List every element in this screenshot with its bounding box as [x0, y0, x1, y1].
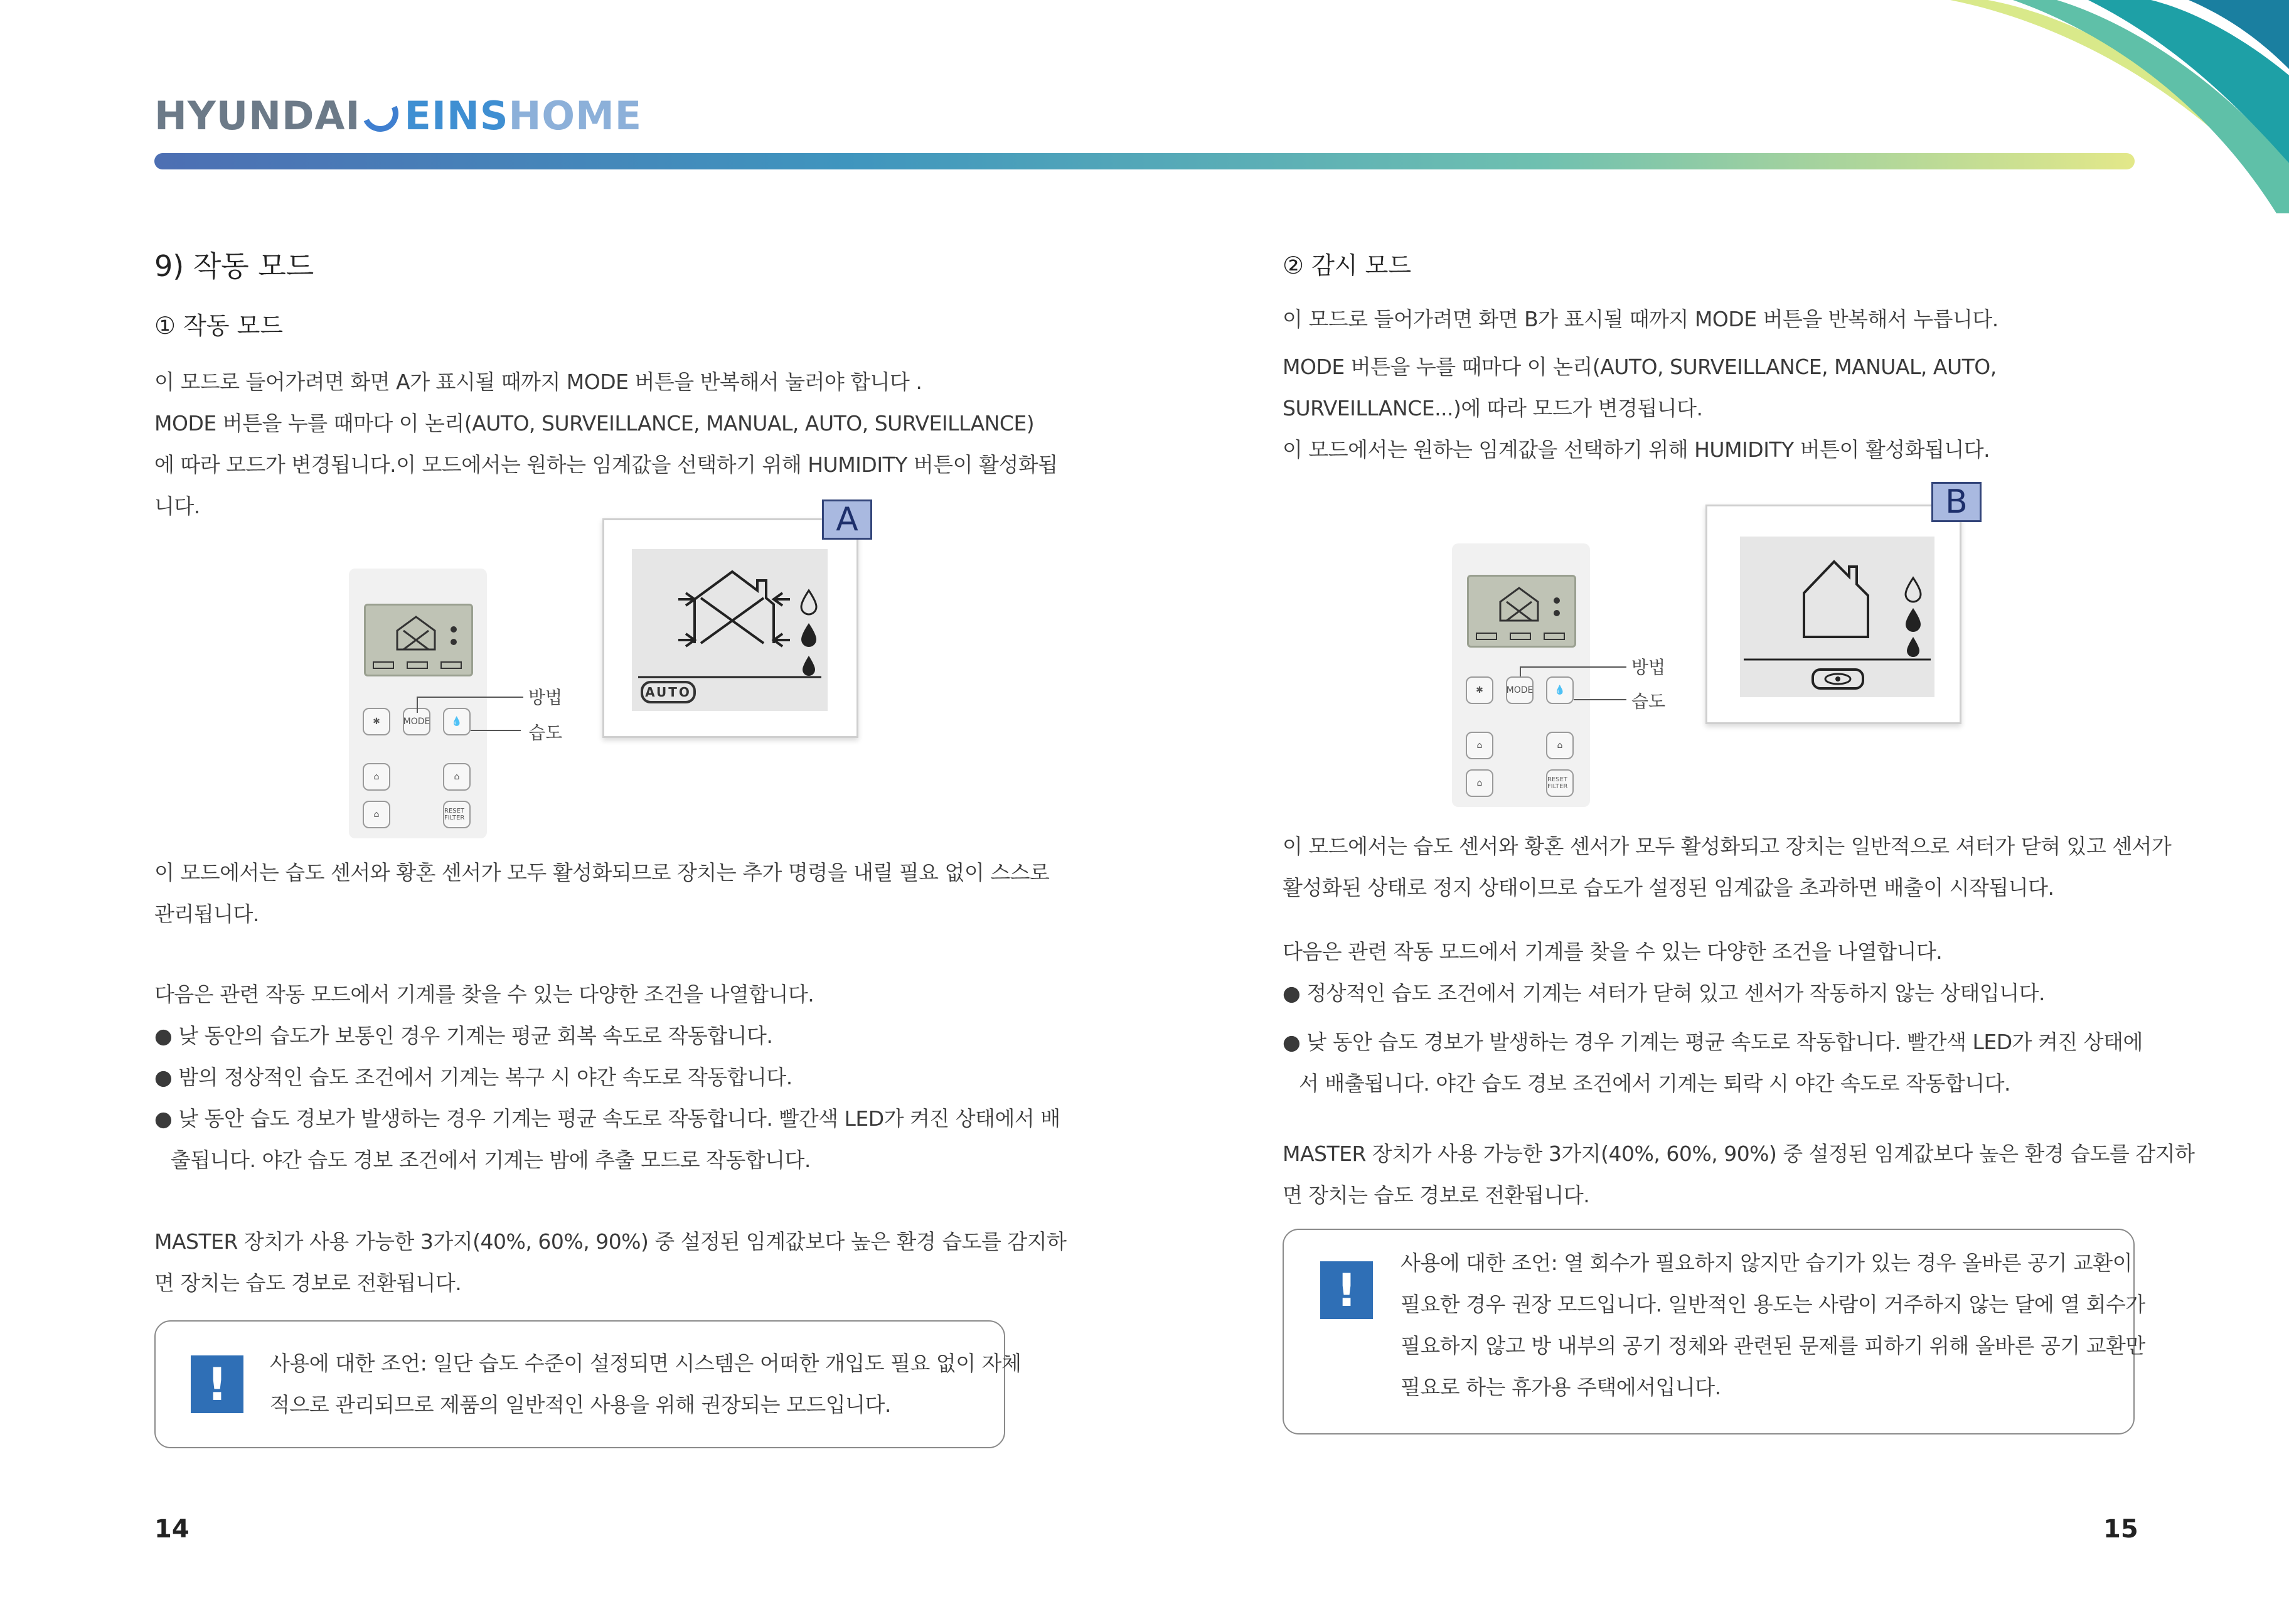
- text-line: 이 모드로 들어가려면 화면 B가 표시될 때까지 MODE 버튼을 반복해서 누릅니다.: [1283, 307, 1998, 331]
- text-line: MODE 버튼을 누를 때마다 이 논리(AUTO, SURVEILLANCE, MANUAL, AUTO,: [1283, 355, 1997, 379]
- text-line: 관리됩니다.: [154, 902, 259, 926]
- house-out-key[interactable]: ⌂: [443, 763, 471, 791]
- screen-b-display: [1740, 537, 1934, 697]
- house-in-key[interactable]: ⌂: [1466, 732, 1493, 759]
- logo-home-text: HOME: [508, 93, 643, 139]
- page-number-right: 15: [2103, 1515, 2138, 1544]
- left-advice-callout: [154, 1320, 1022, 1448]
- remote-lcd-icons: [366, 606, 471, 675]
- text-line: 활성화된 상태로 정지 상태이므로 습도가 설정된 임계값을 초과하면 배출이 시작됩니다.: [1283, 875, 2054, 900]
- reset-filter-key[interactable]: RESET FILTER: [443, 801, 471, 828]
- label-method: 방법: [1631, 657, 1666, 678]
- page-number-left: 14: [154, 1515, 189, 1544]
- header-gradient-bar: [154, 153, 2135, 169]
- left-master-paragraph: [154, 1221, 1067, 1304]
- remote-control-image: [1452, 543, 1590, 807]
- logo-arc-icon: [356, 90, 403, 137]
- text-line: MASTER 장치가 사용 가능한 3가지(40%, 60%, 90%) 중 설정된 임계값보다 높은 환경 습도를 감지하: [154, 1229, 1067, 1254]
- text-line: 면 장치는 습도 경보로 전환됩니다.: [154, 1271, 462, 1295]
- text-line: 이 모드로 들어가려면 화면 A가 표시될 때까지 MODE 버튼을 반복해서 눌러야 합니다 .: [154, 370, 922, 394]
- house-key[interactable]: ⌂: [363, 801, 390, 828]
- list-item: ● 밤의 정상적인 습도 조건에서 기계는 복구 시 야간 속도로 작동합니다.: [154, 1065, 792, 1089]
- text-line: 면 장치는 습도 경보로 전환됩니다.: [1283, 1183, 1590, 1207]
- list-item: 출됩니다. 야간 습도 경보 조건에서 기계는 밤에 추출 모드로 작동합니다.: [171, 1148, 811, 1172]
- decorative-swoosh: [1850, 0, 2289, 238]
- text-line: 이 모드에서는 습도 센서와 황혼 센서가 모두 활성화되고 장치는 일반적으로 셔터가 닫혀 있고 센서가: [1283, 834, 2172, 858]
- fan-key[interactable]: ✱: [363, 708, 390, 735]
- leader-line: [417, 697, 523, 698]
- text-line: 에 따라 모드가 변경됩니다.이 모드에서는 원하는 임계값을 선택하기 위해 HUMIDITY 버튼이 활성화됩: [154, 452, 1058, 477]
- list-item: 서 배출됩니다. 야간 습도 경보 조건에서 기계는 퇴락 시 야간 속도로 작동합니다.: [1299, 1071, 2010, 1096]
- house-out-key[interactable]: ⌂: [1546, 732, 1574, 759]
- fan-key[interactable]: ✱: [1466, 676, 1493, 704]
- right-after-figure-paragraph: [1283, 826, 2171, 909]
- label-humidity: 습도: [1631, 691, 1666, 712]
- text-line: 필요하지 않고 방 내부의 공기 정체와 관련된 문제를 피하기 위해 올바른 공기 교환만: [1401, 1333, 2145, 1358]
- leader-line: [471, 730, 521, 731]
- text-line: 다음은 관련 작동 모드에서 기계를 찾을 수 있는 다양한 조건을 나열합니다.: [1283, 939, 1943, 964]
- text-line: 다음은 관련 작동 모드에서 기계를 찾을 수 있는 다양한 조건을 나열합니다.: [154, 982, 814, 1007]
- list-item: ● 낮 동안 습도 경보가 발생하는 경우 기계는 평균 속도로 작동합니다. 빨간색 LED가 켜진 상태에: [1283, 1030, 2143, 1054]
- right-intro-paragraph: [1283, 299, 1998, 471]
- text-line: 적으로 관리되므로 제품의 일반적인 사용을 위해 권장되는 모드입니다.: [270, 1392, 891, 1417]
- right-advice-callout: [1283, 1229, 2145, 1434]
- list-item: ● 낮 동안 습도 경보가 발생하는 경우 기계는 평균 속도로 작동합니다. 빨간색 LED가 켜진 상태에서 배: [154, 1106, 1060, 1131]
- text-line: 사용에 대한 조언: 일단 습도 수준이 설정되면 시스템은 어떠한 개입도 필요 없이 자체: [270, 1351, 1022, 1376]
- humidity-key[interactable]: 💧: [1546, 676, 1574, 704]
- house-in-key[interactable]: ⌂: [363, 763, 390, 791]
- right-conditions-list: [1283, 931, 2143, 1104]
- leader-line: [417, 697, 418, 713]
- remote-control-image: [349, 569, 487, 838]
- left-after-figure-paragraph: [154, 852, 1049, 935]
- warning-icon: !: [1320, 1261, 1373, 1319]
- text-line: 필요한 경우 권장 모드입니다. 일반적인 용도는 사람이 거주하지 않는 달에 열 회수가: [1401, 1292, 2145, 1317]
- logo-brand-text: HYUNDAI: [154, 93, 361, 139]
- remote-lcd-screen: [364, 604, 473, 676]
- text-line: MASTER 장치가 사용 가능한 3가지(40%, 60%, 90%) 중 설정된 임계값보다 높은 환경 습도를 감지하: [1283, 1141, 2195, 1166]
- logo-eins-text: EINS: [404, 93, 509, 139]
- text-line: 니다.: [154, 494, 200, 518]
- leader-line: [1574, 699, 1626, 700]
- leader-line: [1520, 666, 1626, 668]
- text-line: SURVEILLANCE...)에 따라 모드가 변경됩니다.: [1283, 396, 1703, 420]
- leader-line: [1520, 666, 1521, 676]
- reset-filter-key[interactable]: RESET FILTER: [1546, 769, 1574, 797]
- house-key[interactable]: ⌂: [1466, 769, 1493, 797]
- left-sub-title: ① 작동 모드: [154, 312, 284, 339]
- right-master-paragraph: [1283, 1133, 2195, 1216]
- list-item: ● 낮 동안의 습도가 보통인 경우 기계는 평균 회복 속도로 작동합니다.: [154, 1023, 773, 1048]
- text-line: MODE 버튼을 누를 때마다 이 논리(AUTO, SURVEILLANCE, MANUAL, AUTO, SURVEILLANCE): [154, 411, 1035, 435]
- left-advice-text: [270, 1343, 1021, 1426]
- brand-logo: [154, 93, 642, 139]
- text-line: 이 모드에서는 습도 센서와 황혼 센서가 모두 활성화되므로 장치는 추가 명령을 내릴 필요 없이 스스로: [154, 860, 1050, 885]
- screen-a-display: [632, 549, 828, 711]
- text-line: 사용에 대한 조언: 열 회수가 필요하지 않지만 습기가 있는 경우 올바른 공기 교환이: [1401, 1251, 2132, 1275]
- label-humidity: 습도: [528, 722, 563, 743]
- mode-key[interactable]: MODE: [1506, 676, 1534, 704]
- left-intro-paragraph: [154, 361, 1058, 527]
- surveillance-mode-house-icon: [1740, 537, 1934, 697]
- left-conditions-list: [154, 974, 1060, 1181]
- list-item: ● 정상적인 습도 조건에서 기계는 셔터가 닫혀 있고 센서가 작동하지 않는 상태입니다.: [1283, 981, 2046, 1005]
- label-method: 방법: [528, 687, 563, 708]
- screen-a-badge: A: [822, 499, 872, 540]
- humidity-key[interactable]: 💧: [443, 708, 471, 735]
- auto-mode-button: AUTO: [641, 681, 696, 703]
- screen-b-badge: B: [1931, 482, 1982, 522]
- right-advice-text: [1401, 1242, 2145, 1408]
- text-line: 이 모드에서는 원하는 임계값을 선택하기 위해 HUMIDITY 버튼이 활성화됩니다.: [1283, 437, 1990, 462]
- remote-lcd-screen: [1467, 575, 1576, 648]
- screen-a-figure: [602, 518, 858, 738]
- remote-lcd-icons: [1469, 577, 1574, 646]
- screen-b-figure: [1705, 505, 1961, 724]
- warning-icon: !: [191, 1355, 243, 1413]
- mode-key[interactable]: MODE: [403, 708, 430, 735]
- section-title: 9) 작동 모드: [154, 249, 314, 283]
- text-line: 필요로 하는 휴가용 주택에서입니다.: [1401, 1375, 1721, 1399]
- right-sub-title: ② 감시 모드: [1283, 252, 1412, 279]
